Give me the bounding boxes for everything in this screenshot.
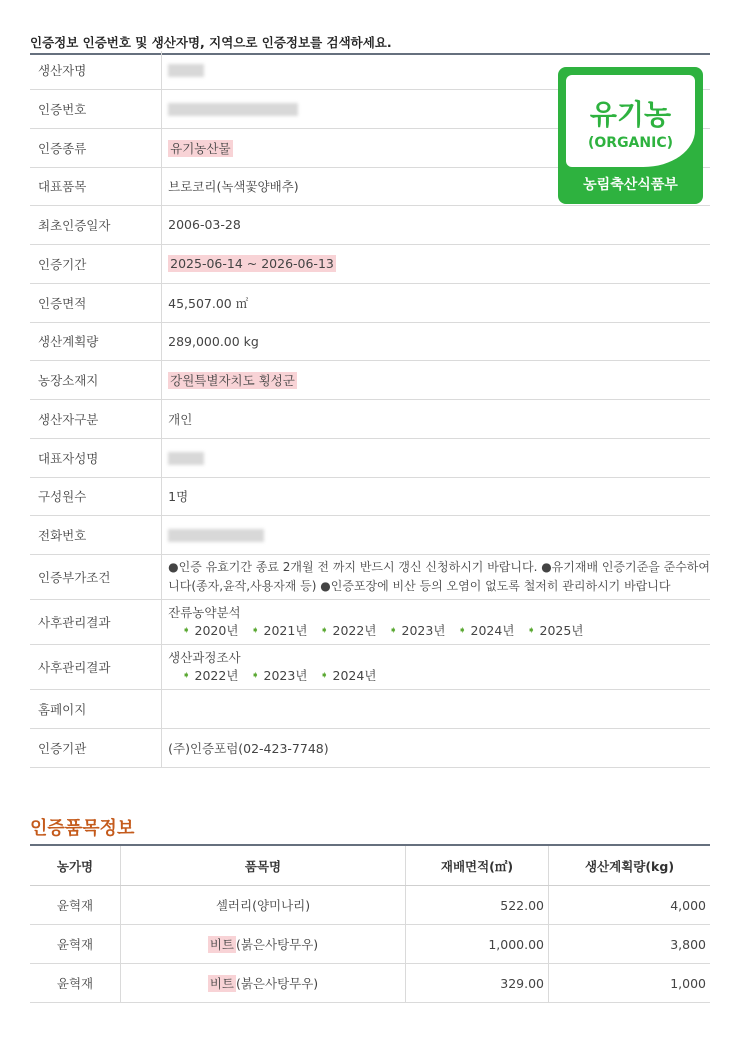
cert-area-value: 45,507.00 ㎡	[162, 283, 710, 322]
followup-group-title: 생산과정조사	[168, 649, 241, 665]
row-phone	[30, 515, 710, 554]
arrow-right-icon: ➧	[320, 669, 329, 681]
amount-cell: 3,800	[549, 925, 711, 964]
row-first-cert-date	[30, 205, 710, 244]
label: 사후관리결과	[30, 644, 162, 689]
col-amount: 생산계획량(kg)	[549, 845, 711, 886]
label: 인증기간	[30, 244, 162, 283]
table-row	[30, 886, 710, 925]
year-link[interactable]: ➧ 2025년	[527, 622, 584, 638]
farmer-cell: 윤혁재	[30, 964, 121, 1003]
arrow-right-icon: ➧	[527, 624, 536, 636]
cert-agency-value: (주)인증포럼(02-423-7748)	[162, 728, 710, 767]
label: 생산자구분	[30, 399, 162, 438]
label: 홈페이지	[30, 689, 162, 728]
row-followup-residue	[30, 599, 710, 644]
area-cell: 329.00	[406, 964, 549, 1003]
first-cert-date-value: 2006-03-28	[162, 205, 710, 244]
followup-years	[182, 622, 710, 640]
year-link[interactable]: ➧ 2022년	[320, 622, 377, 638]
members-value: 1명	[162, 477, 710, 515]
main-item-value: 브로코리(녹색꽃양배추)	[162, 167, 710, 205]
label: 대표품목	[30, 167, 162, 205]
farmer-cell: 윤혁재	[30, 925, 121, 964]
cert-period-value: 2025-06-14 ~ 2026-06-13	[170, 256, 334, 271]
year-link[interactable]: ➧ 2020년	[182, 622, 239, 638]
redacted-cert-number	[168, 103, 298, 116]
label: 생산계획량	[30, 322, 162, 360]
row-conditions	[30, 554, 710, 599]
item-cell: 비트 (붉은사탕무우)	[121, 925, 406, 964]
farmer-cell: 윤혁재	[30, 886, 121, 925]
label: 사후관리결과	[30, 599, 162, 644]
amount-cell: 4,000	[549, 886, 711, 925]
item-cell: 비트 (붉은사탕무우)	[121, 964, 406, 1003]
arrow-right-icon: ➧	[320, 624, 329, 636]
area-cell: 522.00	[406, 886, 549, 925]
arrow-right-icon: ➧	[389, 624, 398, 636]
logo-main-text: 유기농	[589, 98, 672, 131]
label: 최초인증일자	[30, 205, 162, 244]
items-header-row	[30, 845, 710, 886]
year-link[interactable]: ➧ 2021년	[251, 622, 308, 638]
label: 생산자명	[30, 51, 162, 89]
intro-text: 인증정보 인증번호 및 생산자명, 지역으로 인증정보를 검색하세요.	[30, 33, 710, 55]
redacted-producer-name	[168, 64, 204, 77]
homepage-value[interactable]	[162, 689, 710, 728]
year-link[interactable]: ➧ 2023년	[389, 622, 446, 638]
table-row	[30, 925, 710, 964]
production-plan-value: 289,000.00 kg	[162, 322, 710, 360]
producer-type-value: 개인	[162, 399, 710, 438]
row-cert-period	[30, 244, 710, 283]
organic-logo	[558, 67, 703, 204]
row-representative	[30, 438, 710, 477]
col-area: 재배면적(㎡)	[406, 845, 549, 886]
arrow-right-icon: ➧	[182, 624, 191, 636]
row-cert-area	[30, 283, 710, 322]
row-followup-process	[30, 644, 710, 689]
table-row	[30, 964, 710, 1003]
col-item: 품목명	[121, 845, 406, 886]
col-farmer: 농가명	[30, 845, 121, 886]
arrow-right-icon: ➧	[182, 669, 191, 681]
farm-location-value: 강원특별자치도 횡성군	[170, 372, 295, 388]
row-production-plan	[30, 322, 710, 360]
label: 인증기관	[30, 728, 162, 767]
followup-group-title: 잔류농약분석	[168, 604, 241, 620]
arrow-right-icon: ➧	[251, 624, 260, 636]
label: 인증부가조건	[30, 554, 162, 599]
conditions-line-2: 니다(종자,윤작,사용자재 등) ●인증포장에 비산 등의 오염이 없도록 철저히 관리하시기 바랍니다	[168, 578, 671, 593]
row-homepage	[30, 689, 710, 728]
logo-sub-text: (ORGANIC)	[587, 135, 673, 151]
arrow-right-icon: ➧	[458, 624, 467, 636]
amount-cell: 1,000	[549, 964, 711, 1003]
label: 인증번호	[30, 89, 162, 128]
redacted-phone	[168, 529, 264, 542]
item-cell: 셀러리(양미나리)	[121, 886, 406, 925]
label: 대표자성명	[30, 438, 162, 477]
label: 인증종류	[30, 128, 162, 167]
logo-ministry-text: 농림축산식품부	[583, 177, 678, 193]
label: 인증면적	[30, 283, 162, 322]
area-cell: 1,000.00	[406, 925, 549, 964]
redacted-representative	[168, 452, 204, 465]
cert-type-value: 유기농산물	[170, 140, 231, 156]
year-link[interactable]: ➧ 2023년	[251, 667, 308, 683]
row-producer-type	[30, 399, 710, 438]
year-link[interactable]: ➧ 2022년	[182, 667, 239, 683]
year-link[interactable]: ➧ 2024년	[458, 622, 515, 638]
arrow-right-icon: ➧	[251, 669, 260, 681]
items-section-title: 인증품목정보	[30, 818, 135, 839]
year-link[interactable]: ➧ 2024년	[320, 667, 377, 683]
label: 전화번호	[30, 515, 162, 554]
row-farm-location	[30, 360, 710, 399]
followup-years	[182, 667, 710, 685]
row-members	[30, 477, 710, 515]
conditions-line-1: ●인증 유효기간 종료 2개월 전 까지 반드시 갱신 신청하시기 바랍니다. ●유기재배 인증기준을 준수하여	[168, 559, 710, 574]
label: 농장소재지	[30, 360, 162, 399]
label: 구성원수	[30, 477, 162, 515]
row-cert-agency	[30, 728, 710, 767]
items-table	[30, 844, 710, 1003]
